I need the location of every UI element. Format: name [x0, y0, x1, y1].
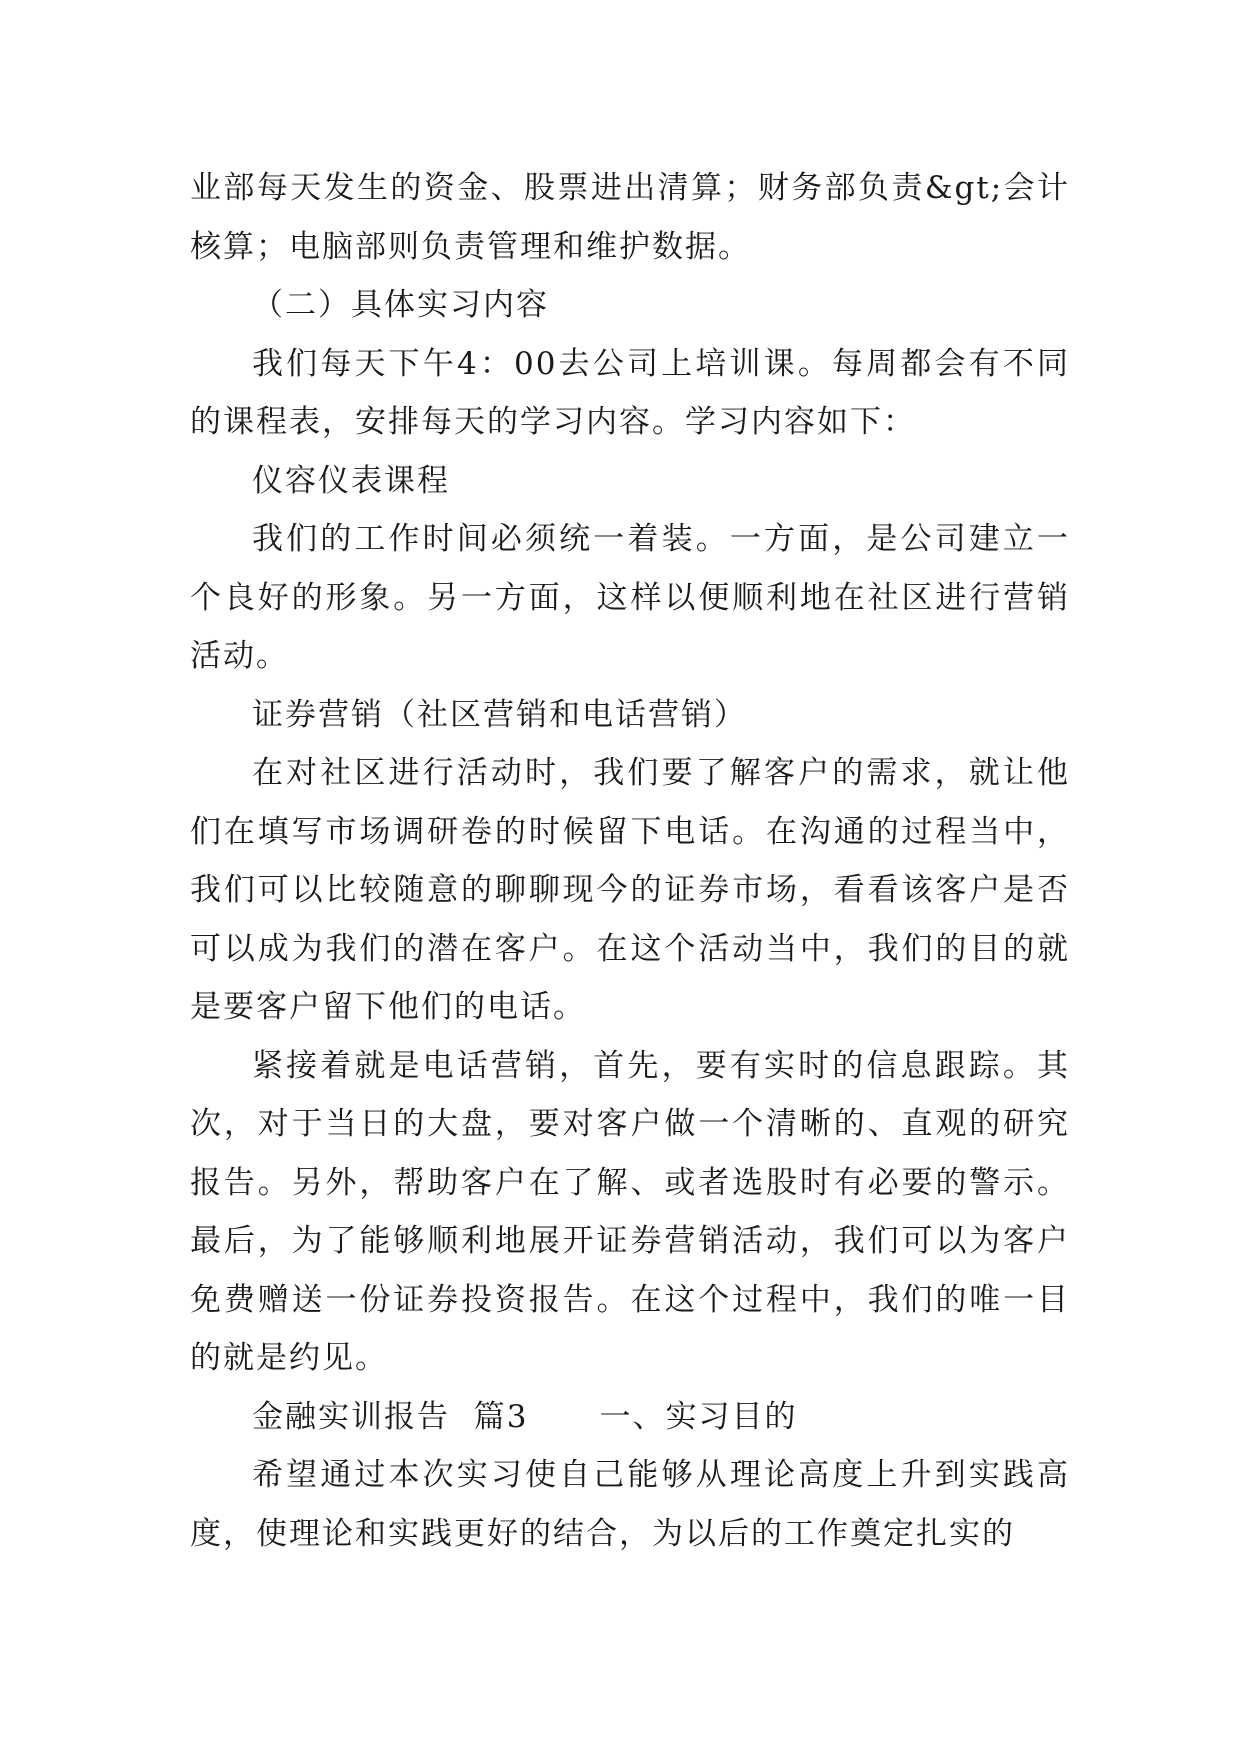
paragraph-internship-goal: 希望通过本次实习使自己能够从理论高度上升到实践高度，使理论和实践更好的结合，为以后的工作奠定扎实的: [190, 1457, 1070, 1552]
heading-report-part3: 金融实训报告 篇3 一、实习目的: [252, 1398, 798, 1435]
paragraph-dress-code: 我们的工作时间必须统一着装。一方面，是公司建立一个良好的形象。另一方面，这样以便顺利地在社区进行营销活动。: [190, 521, 1070, 674]
paragraph-clearing-duties: 业部每天发生的资金、股票进出清算；财务部负责&gt;会计核算；电脑部则负责管理和维护数据。: [190, 170, 1070, 265]
heading-internship-content: （二）具体实习内容: [252, 287, 549, 323]
paragraph-training-schedule: 我们每天下午4：00去公司上培训课。每周都会有不同的课程表，安排每天的学习内容。学习内容如下：: [190, 345, 1070, 440]
heading-securities-marketing: 证券营销（社区营销和电话营销）: [252, 696, 747, 733]
paragraph-phone-marketing: 紧接着就是电话营销，首先，要有实时的信息跟踪。其次，对于当日的大盘，要对客户做一个清晰的、直观的研究报告。另外，帮助客户在了解、或者选股时有必要的警示。最后，为了能够顺利地展开证券营销活动，我们可以为客户免费赠送一份证券投资报告。在这个过程中，我们的唯一目的就是约见。: [190, 1047, 1070, 1376]
paragraph-community-marketing: 在对社区进行活动时，我们要了解客户的需求，就让他们在填写市场调研卷的时候留下电话。在沟通的过程当中，我们可以比较随意的聊聊现今的证券市场，看看该客户是否可以成为我们的潜在客户。在这个活动当中，我们的目的就是要客户留下他们的电话。: [190, 755, 1070, 1025]
heading-appearance-course: 仪容仪表课程: [252, 462, 450, 499]
document-body: [190, 159, 1070, 1563]
